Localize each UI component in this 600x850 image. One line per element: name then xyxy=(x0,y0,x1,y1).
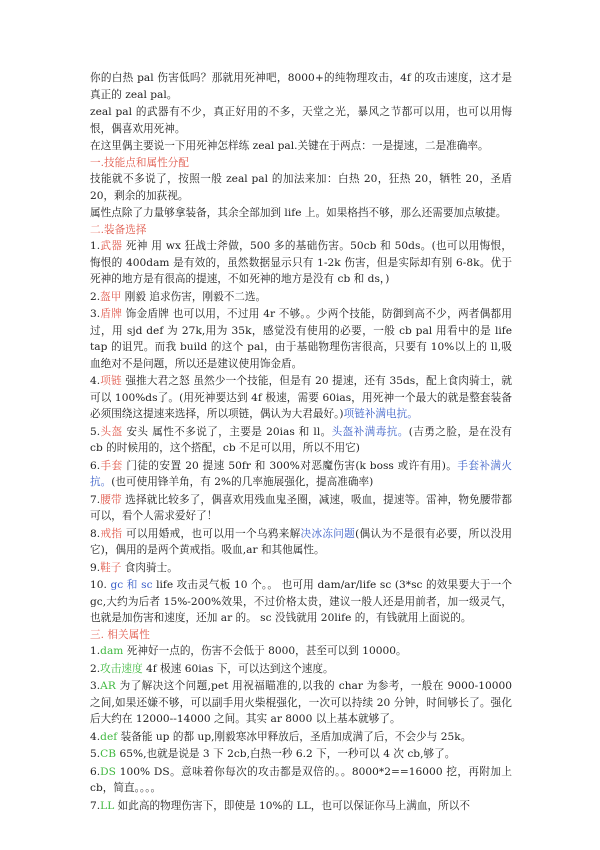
item-text: life 攻击灵气板 10 个。。 也可用 dam/ar/life sc (3*sc 的效果要大于一个 gc,大约为后者 15%-200%效果，不过价格太贵，建议一般人还是用前者，加一级灵气，也就是加伤害和速度，还加 ar 的。 sc 没钱就用 20life 的，有钱就用上面说的。 xyxy=(90,579,513,624)
item-number: 5. xyxy=(90,748,101,760)
item-number: 6. xyxy=(90,459,101,472)
item-label: 手套 xyxy=(100,459,123,472)
intro-paragraph-2: zeal pal 的武器有不少，真正好用的不多，天堂之光，暴风之节都可以用，也可以用悔恨，偶喜欢用死神。 xyxy=(90,106,512,135)
item-label: 头盔 xyxy=(100,425,123,438)
item-label: 戒指 xyxy=(100,527,123,540)
item-text: 100% DS。意味着你每次的攻击都是双倍的。。8000*2==16000 挖，再附加上 cb，简直。。。。 xyxy=(90,765,512,794)
item-tail: (吉勇之脸，是在没有 cb 的时候用的，这个搭配，cb 不足可以用，所以不用它) xyxy=(90,425,512,454)
stat-item-ar xyxy=(90,678,512,728)
item-text: 为了解决这个问题,pet 用祝福瞄准的,以我的 char 为参考，一般在 9000-10000 之间,如果还嫌不够，可以副手用火柴棍强化，一次可以持续 20 分钟，时间够长了。强化后大约在 12000--14000 之间。其实 ar 8000 以上基本就够了。 xyxy=(90,680,512,725)
item-label: 鞋子 xyxy=(100,561,122,574)
equip-item-boots xyxy=(90,560,512,577)
item-number: 3. xyxy=(90,308,101,320)
item-label: AR xyxy=(100,680,116,692)
section-1-paragraph-1: 技能就不多说了，按照一般 zeal pal 的加法来加：白热 20，狂热 20，牺牲 20，圣盾 20，剩余的加荻视。 xyxy=(90,173,512,202)
item-highlight: 手套补满火抗。 xyxy=(90,459,512,488)
item-number: 2. xyxy=(90,662,101,675)
item-text: 选择就比较多了，偶喜欢用残血鬼圣圈，减速，吸血，提速等。雷神，物免腰带都可以，看个人需求爱好了！ xyxy=(90,493,512,522)
item-label-and: 和 xyxy=(126,579,138,591)
item-number: 7. xyxy=(90,493,101,506)
equip-item-charms xyxy=(90,577,512,627)
stat-item-ds xyxy=(90,764,512,797)
item-number: 6. xyxy=(90,765,101,778)
section-1-heading: 一.技能点和属性分配 xyxy=(90,156,189,169)
equip-item-rings xyxy=(90,526,512,559)
section-1-paragraph-2: 属性点除了力量够拿装备，其余全部加到 life 上。如果格挡不够，那么还需要加点敏捷。 xyxy=(90,207,507,219)
equip-item-amulet xyxy=(90,373,512,423)
item-text: 死神 用 wx 狂战士斧做，500 多的基础伤害。50cb 和 50ds。(也可以用悔恨，悔恨的 400dam 是有效的，虽然数据显示只有 1-2k 伤害，但是实际却有别 6-8k。优于死神的地方是有很高的提速，不如死神的地方是没有 cb 和 ds，) xyxy=(90,240,512,285)
item-label-sc: sc xyxy=(141,579,153,591)
item-label: 攻击速度 xyxy=(100,662,143,675)
item-text: 装备能 up 的都 up,刚毅寒冰甲释放后，圣盾加成满了后，不会少与 25k。 xyxy=(117,730,472,743)
intro-paragraph-3: 在这里偶主要说一下用死神怎样练 zeal pal.关键在于两点：一是提速，二是准确率。 xyxy=(90,140,489,152)
item-number: 10. xyxy=(90,579,107,591)
item-label-gc: gc xyxy=(110,579,124,591)
item-label: 武器 xyxy=(100,240,123,252)
intro-paragraph-1: 你的白热 pal 伤害低吗？那就用死神吧，8000+的纯物理攻击，4f 的攻击速度，这才是真正的 zeal pal。 xyxy=(90,72,512,101)
item-label: 盔甲 xyxy=(100,290,122,303)
stat-item-ll xyxy=(90,798,512,815)
item-text: 饰金盾牌 也可以用，不过用 4r 不够。。少两个技能，防御到高不少，两者偶都用过，用 sjd def 为 27k,用为 35k，感觉没有使用的必要，一般 cb pal 用看中的是 life tap 的诅咒。而我 build 的这个 pal，由于基础物理伤害很高，只要有 10%以上的 ll,吸血绝对不是问题，所以还是建议使用饰金盾。 xyxy=(90,308,512,370)
item-number: 3. xyxy=(90,680,101,692)
item-number: 1. xyxy=(90,240,101,252)
item-label: dam xyxy=(100,645,124,657)
equip-item-gloves xyxy=(90,458,512,491)
item-text: 安头 属性不多说了，主要是 20ias 和 ll。 xyxy=(122,425,332,438)
equip-item-armor xyxy=(90,289,512,306)
item-number: 4. xyxy=(90,375,101,387)
stat-item-attack-speed xyxy=(90,661,512,678)
section-2-heading: 二.装备选择 xyxy=(90,223,147,236)
stat-item-def xyxy=(90,729,512,746)
item-number: 4. xyxy=(90,730,101,743)
item-label: 项链 xyxy=(100,375,122,387)
item-label: DS xyxy=(100,765,116,778)
item-label: CB xyxy=(100,748,117,760)
equip-item-belt xyxy=(90,492,512,525)
item-label: 盾牌 xyxy=(100,308,123,320)
item-highlight: 决冰冻问题 xyxy=(300,527,356,540)
item-text: 4f 极速 60ias 下，可以达到这个速度。 xyxy=(142,662,334,675)
stat-item-cb xyxy=(90,746,512,763)
item-text: 可以用婚戒，也可以用一个乌鸦来解 xyxy=(122,527,301,540)
section-3-heading: 三. 相关属性 xyxy=(90,628,150,641)
item-text: 门徒的安置 20 提速 50fr 和 300%对恶魔伤害(k boss 或许有用)。 xyxy=(122,459,458,472)
item-label: def xyxy=(100,730,118,743)
item-tail: (也可使用锋羊角，有 2%的几率施展强化，提高准确率) xyxy=(111,476,374,488)
equip-item-helm xyxy=(90,424,512,457)
item-text: 食肉骑士。 xyxy=(121,561,178,574)
item-text: 刚毅 追求伤害，刚毅不二选。 xyxy=(121,290,267,303)
item-number: 9. xyxy=(90,561,101,574)
item-text: 强推大君之怒 虽然少一个技能，但是有 20 提速，还有 35ds，配上食肉骑士，就可以 100%ds了。(用死神要达到 4f 极速，需要 60ias，用死神一个最大的就是整套装备必须围绕这提速来选择，所以项链，偶认为大君最好。) xyxy=(90,375,512,420)
item-highlight: 头盔补满毒抗。 xyxy=(331,425,409,438)
item-text: 65%,也就是说是 3 下 2cb,白热一秒 6.2 下，一秒可以 4 次 cb,够了。 xyxy=(116,748,456,760)
item-number: 8. xyxy=(90,527,101,540)
item-label: 腰带 xyxy=(100,493,122,506)
item-number: 2. xyxy=(90,290,101,303)
equip-item-weapon xyxy=(90,238,512,288)
item-text: 死神好一点的，伤害不会低于 8000，甚至可以到 10000。 xyxy=(123,645,407,657)
equip-item-shield xyxy=(90,306,512,372)
item-number: 1. xyxy=(90,645,101,657)
stat-item-dam xyxy=(90,643,512,660)
item-highlight: 项链补满电抗。 xyxy=(343,408,418,420)
item-tail: (偶认为不是很有必要，所以没用它)，偶用的是两个黄戒指。吸血,ar 和其他属性。 xyxy=(90,527,512,556)
item-number: 5. xyxy=(90,425,101,438)
item-number: 7. xyxy=(90,799,101,812)
item-label: LL xyxy=(100,799,115,812)
item-text: 如此高的物理伤害下，即使是 10%的 LL，也可以保证你马上满血，所以不 xyxy=(114,799,470,812)
